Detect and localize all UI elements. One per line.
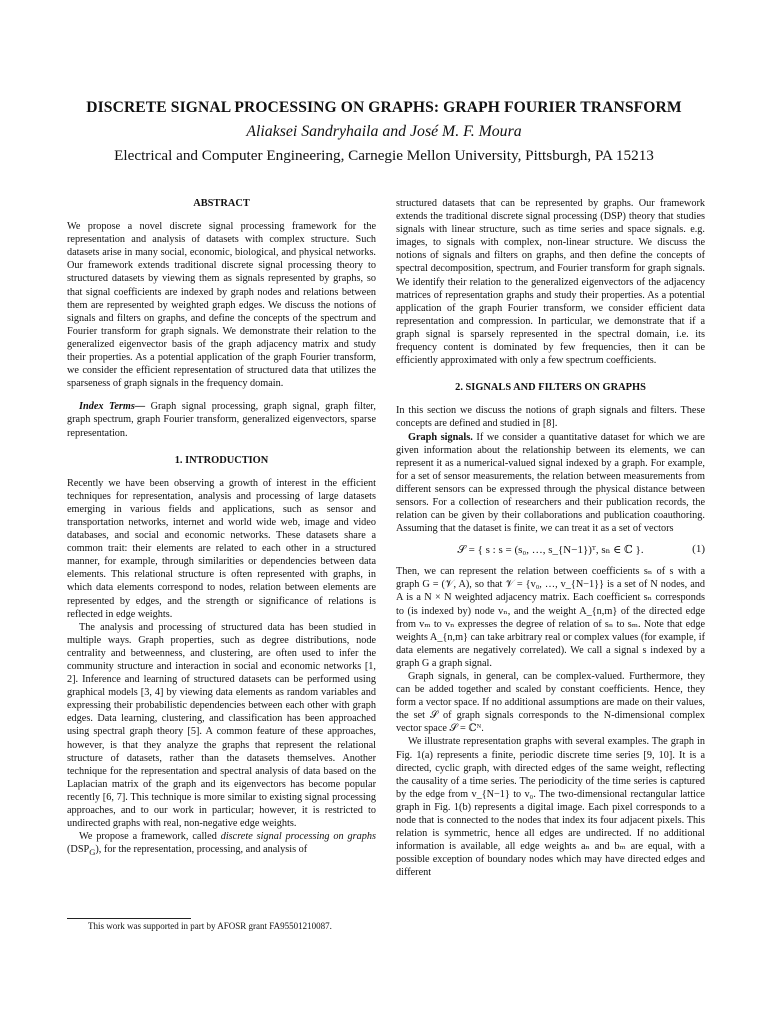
- intro-p3-sub: G: [89, 847, 96, 858]
- section2-paragraph-2: [396, 431, 705, 536]
- intro-paragraph-1: Recently we have been observing a growth of interest in the efficient techniques for representation, analysis and processing of large datasets emerging in various fields and applications, such as sensor and transportation networks, internet and world wide web, image and video databases, and social and economic networks. These datasets share a common trait: their elements are related to each other in a structured manner, for example, through similarities or dependencies between data elements. This relational structure is often represented with graphs, in which data elements correspond to nodes, relation between elements are represented by edges, and the strength or significance of relations is reflected in edge weights.: [67, 477, 376, 620]
- equation-1-number: (1): [692, 543, 705, 556]
- paper-authors: Aliaksei Sandryhaila and José M. F. Moura: [246, 123, 522, 140]
- abstract-heading: ABSTRACT: [193, 198, 250, 209]
- intro-p3-c: ), for the representation, processing, and analysis of: [95, 844, 308, 856]
- intro-heading: 1. INTRODUCTION: [174, 454, 269, 466]
- intro-paragraph-3: [67, 830, 376, 859]
- intro-p3-b: (DSP: [67, 844, 90, 856]
- section2-paragraph-3: Then, we can represent the relation between coefficients sₙ of s with a graph G = (𝒱, A), so that 𝒱 = {v₀, …, v_{N−1}} is a set of N nodes, and A is a N × N weighted adjacency matrix. Each coefficient sₙ corresponds to (is indexed by) node vₙ, and the weight A_{n,m} of the directed edge from vₘ to vₙ expresses the degree of relation of sₙ to sₘ. Note that edge weights A_{n,m} can take arbitrary real or complex values (for example, if data elements are negatively correlated). We call a signal s indexed by a graph G a graph signal.: [396, 566, 705, 669]
- intro-continued: structured datasets that can be represented by graphs. Our framework extends the traditional discrete signal processing (DSP) theory that studies signals with linear structure, such as time series and space signals. e.g. images, to signals with complex, non-linear structure. We discuss the notions of signals and filters on graphs, and then define the concepts of spectral decomposition, spectrum, and Fourier transform for graph signals. We identify their relation to the generalized eigenvectors of the adjacency matrices of representation graphs and study their properties. As a potential application of the graph Fourier transform, we consider efficient data representation and compression. In particular, we demonstrate that if a graph signal is sparsely represented in the spectral domain, i.e. its frequency content is dominated by few frequencies, then it can be efficiently approximated with only a few spectrum coefficients.: [396, 198, 705, 367]
- section2-paragraph-1: In this section we discuss the notions of graph signals and filters. These concepts are defined and studied in [8].: [396, 405, 705, 430]
- intro-p3-a: We propose a framework, called: [79, 831, 221, 843]
- index-terms-text: Graph signal processing, graph signal, graph filter, graph spectrum, graph Fourier transform, generalized eigenvectors, sparse representation.: [67, 401, 376, 439]
- intro-paragraph-2: The analysis and processing of structured data has been studied in multiple ways. Graph properties, such as degree distributions, node centrality and betweenness, and clustering, are often used to infer the community structure and interaction in social and economic networks [1, 2]. Inference and learning of structured datasets can be performed using graphical models [3, 4] by viewing data elements as random variables and expressing their probabilistic dependencies between each other with graph edges. Data learning, clustering, and classification has been approached using spectral graph theory [5]. A common feature of these approaches, however, is that they analyze the graphs that represent the relational structure of datasets, rather than the datasets themselves. Another technique for the representation and spectral analysis of data based on the Laplacian matrix of the graph and its eigenvectors has become popular recently [6, 7]. This technique is more similar to existing signal processing approaches, and to our work in particular; however, it is restricted to undirected graphs with real, non-negative edge weights.: [67, 621, 376, 830]
- equation-1: [396, 535, 705, 565]
- index-terms-label: Index Terms—: [79, 401, 146, 413]
- footnote: This work was supported in part by AFOSR grant FA95501210087.: [88, 921, 332, 931]
- intro-p3-emphasis: discrete signal processing on graphs: [220, 831, 376, 843]
- right-column: [396, 197, 705, 880]
- section2-paragraph-5: We illustrate representation graphs with several examples. The graph in Fig. 1(a) represents a finite, periodic discrete time series [9, 10]. It is a directed, cyclic graph, with directed edges of the same weight, reflecting the causality of a time series. The periodicity of the time series is captured by the edge from v_{N−1} to v₀. The two-dimensional rectangular lattice graph in Fig. 1(b) represents a digital image. Each pixel corresponds to a node that is connected to the nodes that index its four adjacent pixels. This relation is symmetric, hence all edges are undirected. If no additional information is available, all edge weights aₙ and bₘ are equal, with a possible exception of boundary nodes which may have directed edges and different: [396, 736, 705, 879]
- paper-affiliation: Electrical and Computer Engineering, Carnegie Mellon University, Pittsburgh, PA 15213: [114, 147, 654, 164]
- graph-signals-text: If we consider a quantitative dataset for which we are given information about the relationship between its elements, we can represent it as a numerical-valued signal indexed by a graph. For example, for a set of sensor measurements, the relation between measurements from different sensors can be expressed through the physical distance between sensors. For a collection of researchers and their publication records, the relation can be given by their collaborations and publication coauthoring. Assuming that the dataset is finite, we can treat it as a set of vectors: [396, 431, 705, 535]
- left-column: [67, 197, 376, 859]
- paper-title: DISCRETE SIGNAL PROCESSING ON GRAPHS: GRAPH FOURIER TRANSFORM: [86, 99, 682, 116]
- index-terms: [67, 400, 376, 439]
- section2-paragraph-4: Graph signals, in general, can be complex-valued. Furthermore, they can be added together and scaled by constant coefficients. Hence, they form a vector space. If no additional assumptions are made on their values, the set 𝒮 of graph signals corresponds to the N-dimensional complex vector space 𝒮 = ℂᴺ.: [396, 671, 705, 735]
- abstract-text: We propose a novel discrete signal processing framework for the representation and analysis of datasets with complex structure. Such datasets arise in many social, economic, biological, and physical networks. Our framework extends traditional discrete signal processing theory to structured datasets by viewing them as signals represented by graphs, so that signal coefficients are indexed by graph nodes and relations between them are represented by weighted graph edges. We discuss the notions of signals and filters on graphs, and define the concepts of the spectrum and Fourier transform for graph signals. We demonstrate their relation to the generalized eigenvector basis of the graph adjacency matrix and study their properties. As a potential application of the graph Fourier transform, we consider the efficient representation of structured data that utilizes the sparseness of graph signals in the frequency domain.: [67, 221, 376, 390]
- footnote-rule: [67, 918, 191, 919]
- equation-1-body: 𝒮 = { s : s = (s₀, …, s_{N−1})ᵀ, sₙ ∈ ℂ }.: [457, 543, 644, 556]
- section2-heading: 2. SIGNALS AND FILTERS ON GRAPHS: [455, 382, 646, 394]
- graph-signals-label: Graph signals.: [408, 431, 473, 443]
